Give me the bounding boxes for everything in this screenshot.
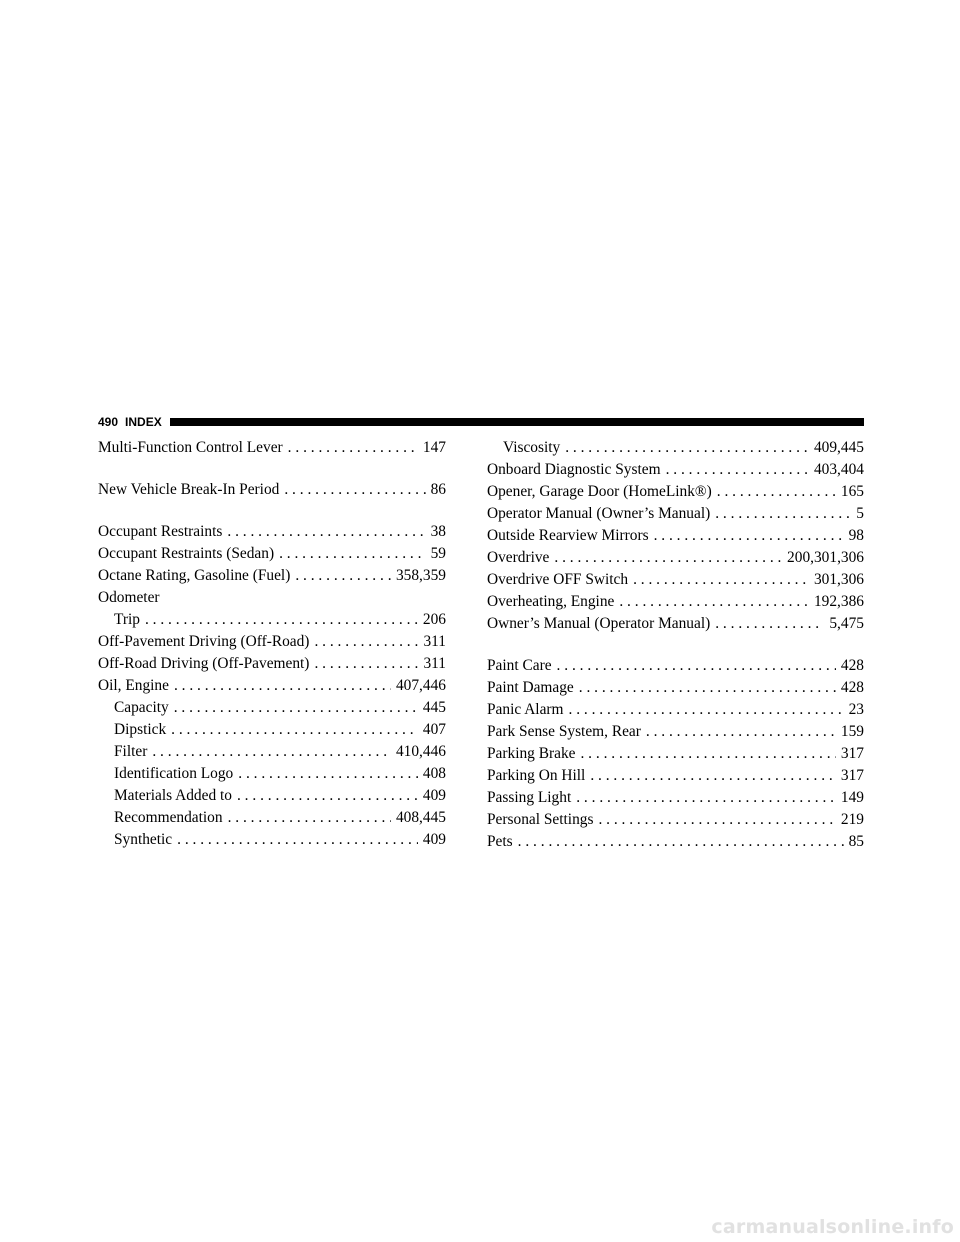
index-subentry xyxy=(98,785,446,807)
index-entry xyxy=(98,565,446,587)
index-entry xyxy=(98,479,446,501)
dot-leader xyxy=(569,699,844,721)
index-page-numbers: 200,301,306 xyxy=(787,549,864,566)
index-page-numbers: 206 xyxy=(422,611,446,628)
index-entry xyxy=(98,653,446,675)
index-term: Passing Light xyxy=(487,789,572,806)
dot-leader xyxy=(646,721,836,743)
dot-leader xyxy=(554,547,782,569)
index-term: Occupant Restraints xyxy=(98,523,223,540)
index-entry xyxy=(98,631,446,653)
index-subentry xyxy=(98,609,446,631)
index-term: Off-Road Driving (Off-Pavement) xyxy=(98,655,310,672)
dot-leader xyxy=(619,591,809,613)
index-entry xyxy=(487,765,864,787)
index-page-numbers: 85 xyxy=(848,833,864,850)
dot-leader xyxy=(171,719,418,741)
index-page-numbers: 38 xyxy=(430,523,446,540)
index-term: Overheating, Engine xyxy=(487,593,615,610)
index-entry xyxy=(487,787,864,809)
index-term: New Vehicle Break-In Period xyxy=(98,481,280,498)
index-page-numbers: 408 xyxy=(422,765,446,782)
index-entry xyxy=(487,481,864,503)
index-term: Odometer xyxy=(98,589,160,606)
index-page-numbers: 409 xyxy=(422,831,446,848)
index-entry xyxy=(487,677,864,699)
index-page-numbers: 407 xyxy=(422,721,446,738)
index-page-numbers: 5 xyxy=(856,505,864,522)
index-term: Paint Damage xyxy=(487,679,574,696)
dot-leader xyxy=(279,543,426,565)
index-entry xyxy=(487,459,864,481)
index-column-left xyxy=(98,437,446,851)
index-entry xyxy=(487,743,864,765)
dot-leader xyxy=(227,521,425,543)
dot-leader xyxy=(715,503,851,525)
index-entry xyxy=(487,613,864,635)
index-entry xyxy=(98,437,446,459)
index-term: Parking On Hill xyxy=(487,767,586,784)
dot-leader xyxy=(152,741,391,763)
index-subentry xyxy=(98,829,446,851)
index-term: Capacity xyxy=(114,699,169,716)
index-page-numbers: 301,306 xyxy=(813,571,864,588)
index-term: Octane Rating, Gasoline (Fuel) xyxy=(98,567,291,584)
index-term: Outside Rearview Mirrors xyxy=(487,527,649,544)
index-term: Personal Settings xyxy=(487,811,594,828)
index-entry xyxy=(98,521,446,543)
index-page-numbers: 98 xyxy=(848,527,864,544)
dot-leader xyxy=(580,743,835,765)
index-term: Dipstick xyxy=(114,721,167,738)
index-entry xyxy=(487,591,864,613)
index-term: Park Sense System, Rear xyxy=(487,723,641,740)
index-subentry xyxy=(98,697,446,719)
index-page-numbers: 410,446 xyxy=(395,743,446,760)
dot-leader xyxy=(284,479,425,501)
dot-leader xyxy=(295,565,391,587)
index-page-numbers: 317 xyxy=(840,767,864,784)
index-page-numbers: 165 xyxy=(840,483,864,500)
dot-leader xyxy=(314,631,418,653)
index-page-numbers: 59 xyxy=(430,545,446,562)
index-subentry xyxy=(98,807,446,829)
index-page-numbers: 147 xyxy=(422,439,446,456)
index-term: Opener, Garage Door (HomeLink®) xyxy=(487,483,712,500)
index-page-numbers: 358,359 xyxy=(395,567,446,584)
index-entry xyxy=(98,587,446,609)
index-term: Occupant Restraints (Sedan) xyxy=(98,545,275,562)
index-term: Paint Care xyxy=(487,657,552,674)
index-term: Parking Brake xyxy=(487,745,576,762)
index-term: Overdrive OFF Switch xyxy=(487,571,629,588)
dot-leader xyxy=(174,697,418,719)
index-term: Synthetic xyxy=(114,831,173,848)
page-header xyxy=(98,414,864,430)
dot-leader xyxy=(518,831,844,853)
index-entry xyxy=(487,503,864,525)
index-entry xyxy=(487,831,864,853)
index-entry xyxy=(487,569,864,591)
index-entry xyxy=(98,675,446,697)
dot-leader xyxy=(288,437,418,459)
index-page-numbers: 311 xyxy=(423,655,446,672)
index-entry xyxy=(487,525,864,547)
index-term: Multi-Function Control Lever xyxy=(98,439,283,456)
dot-leader xyxy=(633,569,809,591)
index-page-numbers: 407,446 xyxy=(395,677,446,694)
index-entry xyxy=(487,699,864,721)
index-term: Overdrive xyxy=(487,549,550,566)
index-page-numbers: 428 xyxy=(840,679,864,696)
dot-leader xyxy=(314,653,418,675)
index-term: Panic Alarm xyxy=(487,701,564,718)
section-title: INDEX xyxy=(125,415,162,429)
index-subentry xyxy=(98,741,446,763)
dot-leader xyxy=(174,675,391,697)
header-rule xyxy=(170,418,864,426)
dot-leader xyxy=(238,763,418,785)
index-term: Owner’s Manual (Operator Manual) xyxy=(487,615,711,632)
index-term: Pets xyxy=(487,833,513,850)
dot-leader xyxy=(576,787,836,809)
index-page-numbers: 159 xyxy=(840,723,864,740)
dot-leader xyxy=(579,677,836,699)
dot-leader xyxy=(177,829,418,851)
dot-leader xyxy=(228,807,391,829)
watermark: carmanualsonline.info xyxy=(711,1216,954,1238)
index-page-numbers: 149 xyxy=(840,789,864,806)
page-number: 490 xyxy=(98,415,119,429)
index-page-numbers: 192,386 xyxy=(813,593,864,610)
dot-leader xyxy=(715,613,824,635)
index-page-numbers: 219 xyxy=(840,811,864,828)
index-page-numbers: 23 xyxy=(848,701,864,718)
index-page-numbers: 403,404 xyxy=(813,461,864,478)
index-term: Recommendation xyxy=(114,809,223,826)
index-subentry xyxy=(487,437,864,459)
dot-leader xyxy=(590,765,836,787)
index-page-numbers: 445 xyxy=(422,699,446,716)
index-term: Viscosity xyxy=(503,439,561,456)
index-page-numbers: 317 xyxy=(840,745,864,762)
dot-leader xyxy=(145,609,418,631)
index-page-numbers: 409,445 xyxy=(813,439,864,456)
dot-leader xyxy=(598,809,835,831)
index-entry xyxy=(487,655,864,677)
index-term: Oil, Engine xyxy=(98,677,169,694)
dot-leader xyxy=(565,437,809,459)
index-term: Trip xyxy=(114,611,140,628)
index-entry xyxy=(487,547,864,569)
index-entry xyxy=(487,721,864,743)
dot-leader xyxy=(717,481,836,503)
index-page-numbers: 409 xyxy=(422,787,446,804)
index-term: Onboard Diagnostic System xyxy=(487,461,661,478)
dot-leader xyxy=(654,525,844,547)
dot-leader xyxy=(557,655,836,677)
index-page-numbers: 5,475 xyxy=(829,615,864,632)
dot-leader xyxy=(666,459,809,481)
index-term: Off-Pavement Driving (Off-Road) xyxy=(98,633,310,650)
index-entry xyxy=(98,543,446,565)
index-page-numbers: 311 xyxy=(423,633,446,650)
index-page-numbers: 408,445 xyxy=(395,809,446,826)
index-term: Identification Logo xyxy=(114,765,234,782)
index-entry xyxy=(487,809,864,831)
index-subentry xyxy=(98,719,446,741)
dot-leader xyxy=(237,785,418,807)
index-column-right xyxy=(487,437,864,853)
index-subentry xyxy=(98,763,446,785)
index-term: Filter xyxy=(114,743,148,760)
index-page-numbers: 428 xyxy=(840,657,864,674)
index-term: Materials Added to xyxy=(114,787,232,804)
index-term: Operator Manual (Owner’s Manual) xyxy=(487,505,711,522)
index-page-numbers: 86 xyxy=(430,481,446,498)
